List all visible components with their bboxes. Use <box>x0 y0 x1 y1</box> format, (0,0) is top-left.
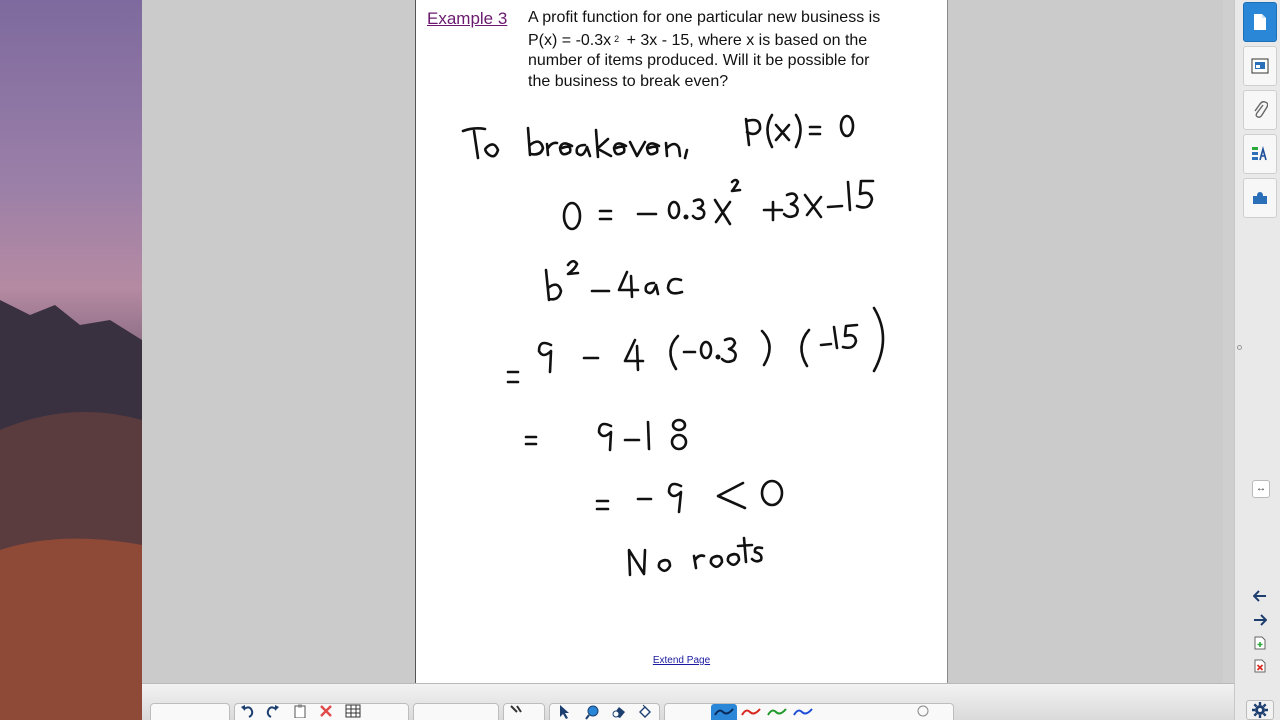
tab-properties[interactable] <box>1243 134 1277 174</box>
example-label: Example 3 <box>427 9 508 28</box>
clipboard-icon <box>293 704 307 718</box>
table-icon <box>345 704 361 718</box>
screen-button[interactable] <box>505 704 527 720</box>
toolbar-group-view <box>413 703 499 720</box>
properties-icon <box>1251 146 1269 162</box>
exponent: 2 <box>614 33 620 44</box>
extend-page-link[interactable]: Extend Page <box>652 655 711 666</box>
arrow-left-icon <box>1253 590 1267 602</box>
add-page-button[interactable] <box>1250 633 1270 653</box>
pen-blue-active[interactable] <box>711 704 737 720</box>
ink-to-break-even <box>463 128 687 158</box>
magnifier-icon <box>916 704 930 718</box>
settings-button[interactable] <box>1246 700 1274 720</box>
undo-icon <box>240 704 254 718</box>
table-button[interactable] <box>342 704 364 720</box>
add-page-icon <box>1254 636 1266 650</box>
desktop-wallpaper <box>0 0 142 720</box>
question-line-3: number of items produced. Will it be possible for <box>528 52 870 69</box>
ink-equation <box>564 180 873 229</box>
eraser-tool[interactable] <box>607 704 629 720</box>
pen-green[interactable] <box>764 704 790 720</box>
pen-tool[interactable] <box>581 704 603 720</box>
pen-stroke-icon <box>766 704 788 718</box>
fill-tool[interactable] <box>634 704 656 720</box>
attachments-icon <box>1252 101 1268 119</box>
cursor-icon <box>558 704 570 720</box>
delete-page-icon <box>1254 659 1266 673</box>
toolbar-group-nav <box>150 703 230 720</box>
pen-stroke-icon <box>713 704 735 718</box>
ink-no-roots <box>629 538 762 575</box>
pen-stroke-icon <box>740 704 762 718</box>
ink-result <box>597 481 782 512</box>
question-line-2-prefix: P(x) = -0.3x <box>528 31 612 49</box>
ink-px-equals-zero <box>746 115 853 147</box>
delete-x-icon <box>319 704 333 718</box>
ink-simplified <box>526 420 686 450</box>
pen-tool-icon <box>584 704 600 720</box>
tab-page-sorter[interactable] <box>1243 2 1277 42</box>
bottom-toolbar <box>142 683 1234 720</box>
sidebar-resize-dot[interactable] <box>1237 345 1242 350</box>
undo-button[interactable] <box>236 704 258 720</box>
gear-icon <box>1252 702 1268 718</box>
ink-substitution <box>508 308 883 382</box>
tab-addons[interactable] <box>1243 178 1277 218</box>
sidebar-dock-toggle[interactable]: ↔ <box>1252 480 1270 498</box>
paint-bucket-icon <box>637 704 653 720</box>
search-tool[interactable] <box>912 704 934 720</box>
pen-stroke-icon <box>792 704 814 718</box>
pen-red[interactable] <box>738 704 764 720</box>
redo-button[interactable] <box>262 704 284 720</box>
question-line-2-suffix: + 3x - 15, where x is based on the <box>622 31 868 49</box>
ink-discriminant <box>546 261 682 300</box>
previous-page-button[interactable] <box>1250 586 1270 606</box>
notebook-page[interactable] <box>415 0 948 683</box>
gallery-icon <box>1251 58 1269 74</box>
mountains-graphic <box>0 280 142 720</box>
notebook-workspace <box>142 0 1223 683</box>
page-sorter-icon <box>1252 13 1268 31</box>
redo-icon <box>266 704 280 718</box>
play-icon <box>509 704 523 716</box>
question-line-1: A profit function for one particular new business is <box>528 9 881 26</box>
arrow-right-icon <box>1253 614 1267 626</box>
addons-icon <box>1251 190 1269 206</box>
delete-page-button[interactable] <box>1250 656 1270 676</box>
paste-button[interactable] <box>289 704 311 720</box>
tab-gallery[interactable] <box>1243 46 1277 86</box>
eraser-icon <box>610 704 626 720</box>
select-tool[interactable] <box>553 704 575 720</box>
delete-button[interactable] <box>315 704 337 720</box>
pen-blue[interactable] <box>790 704 816 720</box>
question-line-4: the business to break even? <box>528 72 729 90</box>
next-page-button[interactable] <box>1250 610 1270 630</box>
tab-attachments[interactable] <box>1243 90 1277 130</box>
handwriting-ink <box>416 0 949 683</box>
